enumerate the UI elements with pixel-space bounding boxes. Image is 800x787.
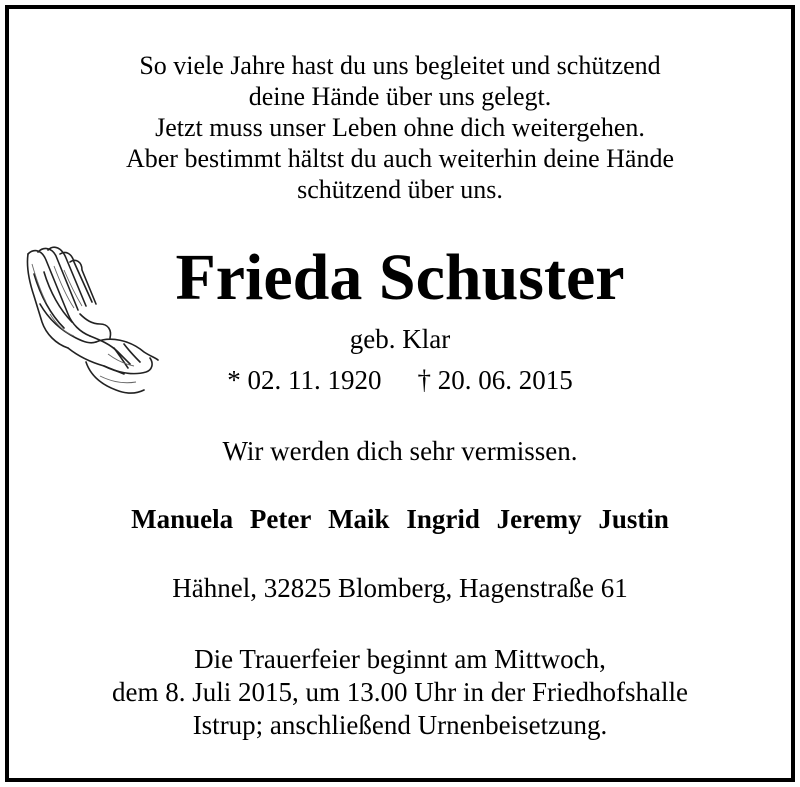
mourner-name: Ingrid [406,504,480,534]
mourner-name: Justin [598,504,669,534]
poem-line: schützend über uns. [297,175,503,204]
poem-line: So viele Jahre hast du uns begleitet und schützend [139,51,661,80]
poem-line: Jetzt muss unser Leben ohne dich weitergehen. [155,113,645,142]
service-line: Istrup; anschließend Urnenbeisetzung. [192,710,608,740]
poem-line: deine Hände über uns gelegt. [248,82,552,111]
poem [0,50,800,205]
mourner-name: Jeremy [496,504,582,534]
poem-line: Aber bestimmt hältst du auch weiterhin deine Hände [125,144,674,173]
address: Hähnel, 32825 Blomberg, Hagenstraße 61 [172,573,628,603]
farewell-message: Wir werden dich sehr vermissen. [222,436,578,466]
service-line: Die Trauerfeier beginnt am Mittwoch, [194,644,606,674]
birth-date: * 02. 11. 1920 [227,365,382,395]
funeral-service-info [0,643,800,742]
birth-name: geb. Klar [349,324,451,354]
death-date: † 20. 06. 2015 [417,365,573,395]
mourner-name: Maik [328,504,390,534]
deceased-name: Frieda Schuster [175,241,625,314]
service-line: dem 8. Juli 2015, um 13.00 Uhr in der Friedhofshalle [112,677,688,707]
life-dates [0,363,800,397]
mourners-list [0,501,800,537]
mourner-name: Manuela [131,504,234,534]
mourner-name: Peter [249,504,312,534]
